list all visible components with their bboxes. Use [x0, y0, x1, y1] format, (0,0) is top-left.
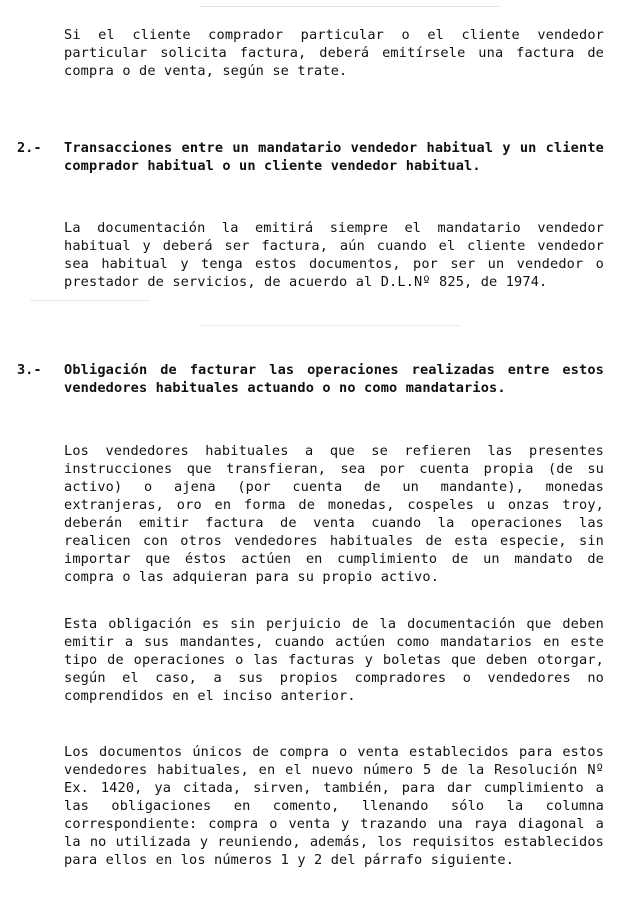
section-2-number: 2.- — [17, 140, 42, 156]
section-2-paragraph: La documentación la emitirá siempre el mandatario vendedor habitual y deberá ser factura, aún cuando el cliente vendedor sea habitual y tenga estos documentos, por ser un vendedor o prestador de servicios, de acuerdo al D.L.Nº 825, de 1974. — [64, 220, 604, 290]
scan-noise-top — [200, 6, 500, 7]
scan-noise-mid — [30, 300, 150, 301]
scan-noise-mid-2 — [200, 325, 460, 326]
section-2-heading: Transacciones entre un mandatario vendedor habitual y un cliente comprador habitual o un cliente vendedor habitual. — [64, 140, 604, 174]
section-3-heading: Obligación de facturar las operaciones realizadas entre estos vendedores habituales actuando o no como mandatarios. — [64, 362, 604, 396]
section-3-paragraph-2: Esta obligación es sin perjuicio de la documentación que deben emitir a sus mandantes, cuando actúen como mandatarios en este tipo de operaciones o las facturas y boletas que deben otorgar, según el caso, a sus propios compradores o vendedores no comprendidos en el inciso anterior. — [64, 616, 604, 704]
section-3-paragraph-1: Los vendedores habituales a que se refieren las presentes instrucciones que transfieran, sea por cuenta propia (de su activo) o ajena (por cuenta de un mandante), monedas extranjeras, oro en forma de monedas, cospeles u onzas troy, deberán emitir factura de venta cuando la operaciones las realicen con otros vendedores habituales de esta especie, sin importar que éstos actúen en cumplimiento de un mandato de compra o las adquieran para su propio activo. — [64, 443, 604, 585]
section-3-paragraph-3: Los documentos únicos de compra o venta establecidos para estos vendedores habituales, en el nuevo número 5 de la Resolución Nº Ex. 1420, ya citada, sirven, también, para dar cumplimiento a las obligaciones en comento, llenando sólo la columna correspondiente: compra o venta y trazando una raya diagonal a la no utilizada y reuniendo, además, los requisitos establecidos para ellos en los números 1 y 2 del párrafo siguiente. — [64, 744, 604, 868]
section-3-number: 3.- — [17, 362, 42, 378]
intro-paragraph: Si el cliente comprador particular o el cliente vendedor particular solicita factura, deberá emitírsele una factura de compra o de venta, según se trate. — [64, 27, 604, 79]
